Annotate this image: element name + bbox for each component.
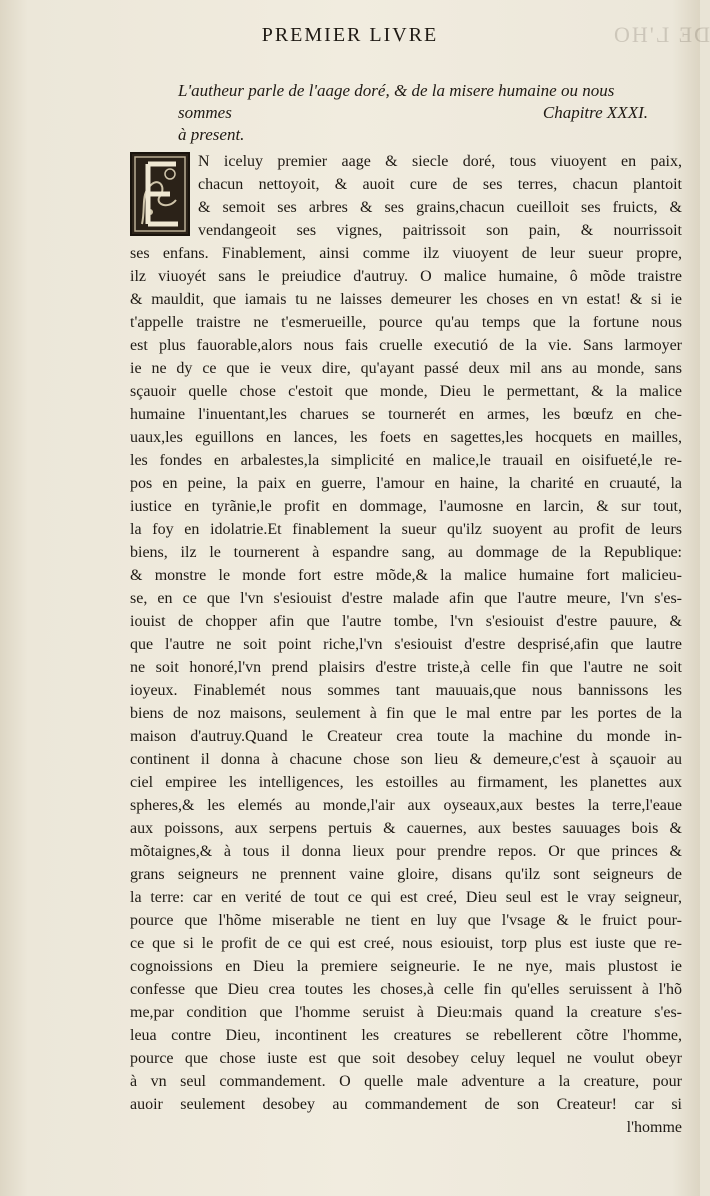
text-line: mõtaignes,& à tous il donna lieux pour prendre repos. Or que princes & (130, 843, 682, 860)
chapter-number: Chapitre XXXI. (542, 103, 648, 122)
text-line: ses enfans. Finablement, ainsi comme ilz viuoyent de leur sueur propre, (130, 245, 682, 262)
text-line: & mauldit, que iamais tu ne laisses demeurer les choses en vn estat! & si ie (130, 291, 682, 308)
text-line: est plus fauorable,alors nous fais cruelle executió de la vie. Sans larmoyer (130, 337, 682, 354)
text-line: pource que chose iuste est que soit desobey celuy lequel ne voulut obeyr (130, 1050, 682, 1067)
text-line: chacun nettoyoit, & auoit cure de ses terres, chacun plantoit (198, 176, 682, 193)
text-line: la foy en idolatrie.Et finablement la sueur qu'ilz suoyent au profit de leurs (130, 521, 682, 538)
text-line: spheres,& les elemés au monde,l'air aux oyseaux,aux bestes la terre,l'eaue (130, 797, 682, 814)
text-line: se, en ce que l'vn s'esiouist d'estre malade afin que l'autre meure, l'vn s'es- (130, 590, 682, 607)
text-line: cognoissions en Dieu la premiere seigneurie. Ie ne nye, mais plustost ie (130, 958, 682, 975)
text-line: à vn seul commandement. O quelle male adventure a la creature, pour (130, 1073, 682, 1090)
text-line: N iceluy premier aage & siecle doré, tous viuoyent en paix, (198, 153, 682, 170)
running-head: PREMIER LIVRE (261, 24, 439, 46)
text-line: iustice en tyrãnie,le profit en dommage, l'aumosne en larcin, & sur tout, (130, 498, 682, 515)
text-line: & monstre le monde fort estre mõde,& la malice humaine fort malicieu- (130, 567, 682, 584)
text-line: la terre: car en verité de tout ce qui est creé, Dieu seul est le vray seigneur, (130, 889, 682, 906)
text-line: pos en peine, la paix en guerre, l'amour en haine, la charité en cruauté, la (130, 475, 682, 492)
chapter-title-line-2: à present. (178, 125, 245, 144)
text-line: que l'autre ne soit point riche,l'vn s'esiouist d'estre desprisé,afin que lautre (130, 636, 682, 653)
text-line: ilz viuoyét sans le preiudice d'autruy. O malice humaine, ô mõde traistre (130, 268, 682, 285)
body-text (130, 150, 682, 1150)
text-line: biens, ilz le tournerent à espandre sang, au dommage de la Republique: (130, 544, 682, 561)
chapter-title-line-1: L'autheur parle de l'aage doré, & de la misere humaine ou nous sommes (178, 81, 615, 122)
text-line: ioyeux. Finablemét nous sommes tant mauuais,que nous bannissons les (130, 682, 682, 699)
text-line: continent il donna à chacune chose son lieu & demeure,c'est à sçauoir au (130, 751, 682, 768)
text-line: humaine l'inuentant,les charues se tournerét en armes, les bœufz en che- (130, 406, 682, 423)
decorated-initial-e-icon (130, 152, 190, 236)
chapter-heading (178, 80, 648, 146)
text-line: auoir seulement desobey au commandement de son Createur! car si (130, 1096, 682, 1113)
catchword: l'homme (626, 1119, 682, 1136)
text-line: les fondes en arbalestes,la simplicité en malice,le trauail en oisifueté,le re- (130, 452, 682, 469)
text-line: leua contre Dieu, incontinent les creatures se rebellerent cõtre l'homme, (130, 1027, 682, 1044)
text-line: ie ne dy ce que ie veux dire, qu'ayant passé deux mil ans au monde, sans (130, 360, 682, 377)
text-line: vendangeoit ses vignes, paitrissoit son pain, & nourrissoit (198, 222, 682, 239)
text-line: me,par condition que l'homme seruist à Dieu:mais quand la creature s'es- (130, 1004, 682, 1021)
text-line: grans seigneurs ne prennent vaine gloire, disans qu'ilz sont seigneurs de (130, 866, 682, 883)
text-line: maison d'autruy.Quand le Createur crea toute la machine du monde in- (130, 728, 682, 745)
bleed-through-text: DE L'HO (611, 22, 710, 47)
text-line: iouist de chopper afin que l'autre tombe, l'vn s'esiouist d'estre pauure, & (130, 613, 682, 630)
text-line: t'appelle traistre ne t'esmerueille, pource qu'au temps que la fortune nous (130, 314, 682, 331)
text-line: confesse que Dieu crea toutes les choses,à celle fin qu'elles seruissent à l'hõ (130, 981, 682, 998)
text-line: ciel empiree les intelligences, les estoilles au firmament, les planettes aux (130, 774, 682, 791)
text-line: biens de noz maisons, seulement à fin que le mal entre par les portes de la (130, 705, 682, 722)
text-line: ne soit honoré,l'vn prend plaisirs d'estre triste,à celle fin que l'autre ne soit (130, 659, 682, 676)
text-line: pource que l'hõme miserable ne tient en luy que l'vsage & le fruict pour- (130, 912, 682, 929)
text-line: aux poissons, aux serpens pertuis & cauernes, aux bestes sauuages bois & (130, 820, 682, 837)
text-line: uaux,les eguillons en lances, les foets en sagettes,les hocquets en mailles, (130, 429, 682, 446)
text-line: sçauoir quelle chose c'estoit que monde, Dieu le permettant, & la malice (130, 383, 682, 400)
text-line: ce que si le profit de ce qui est creé, nous esiouist, torp plus est iuste que re- (130, 935, 682, 952)
text-line: & semoit ses arbres & ses grains,chacun cueilloit ses fruicts, & (198, 199, 682, 216)
